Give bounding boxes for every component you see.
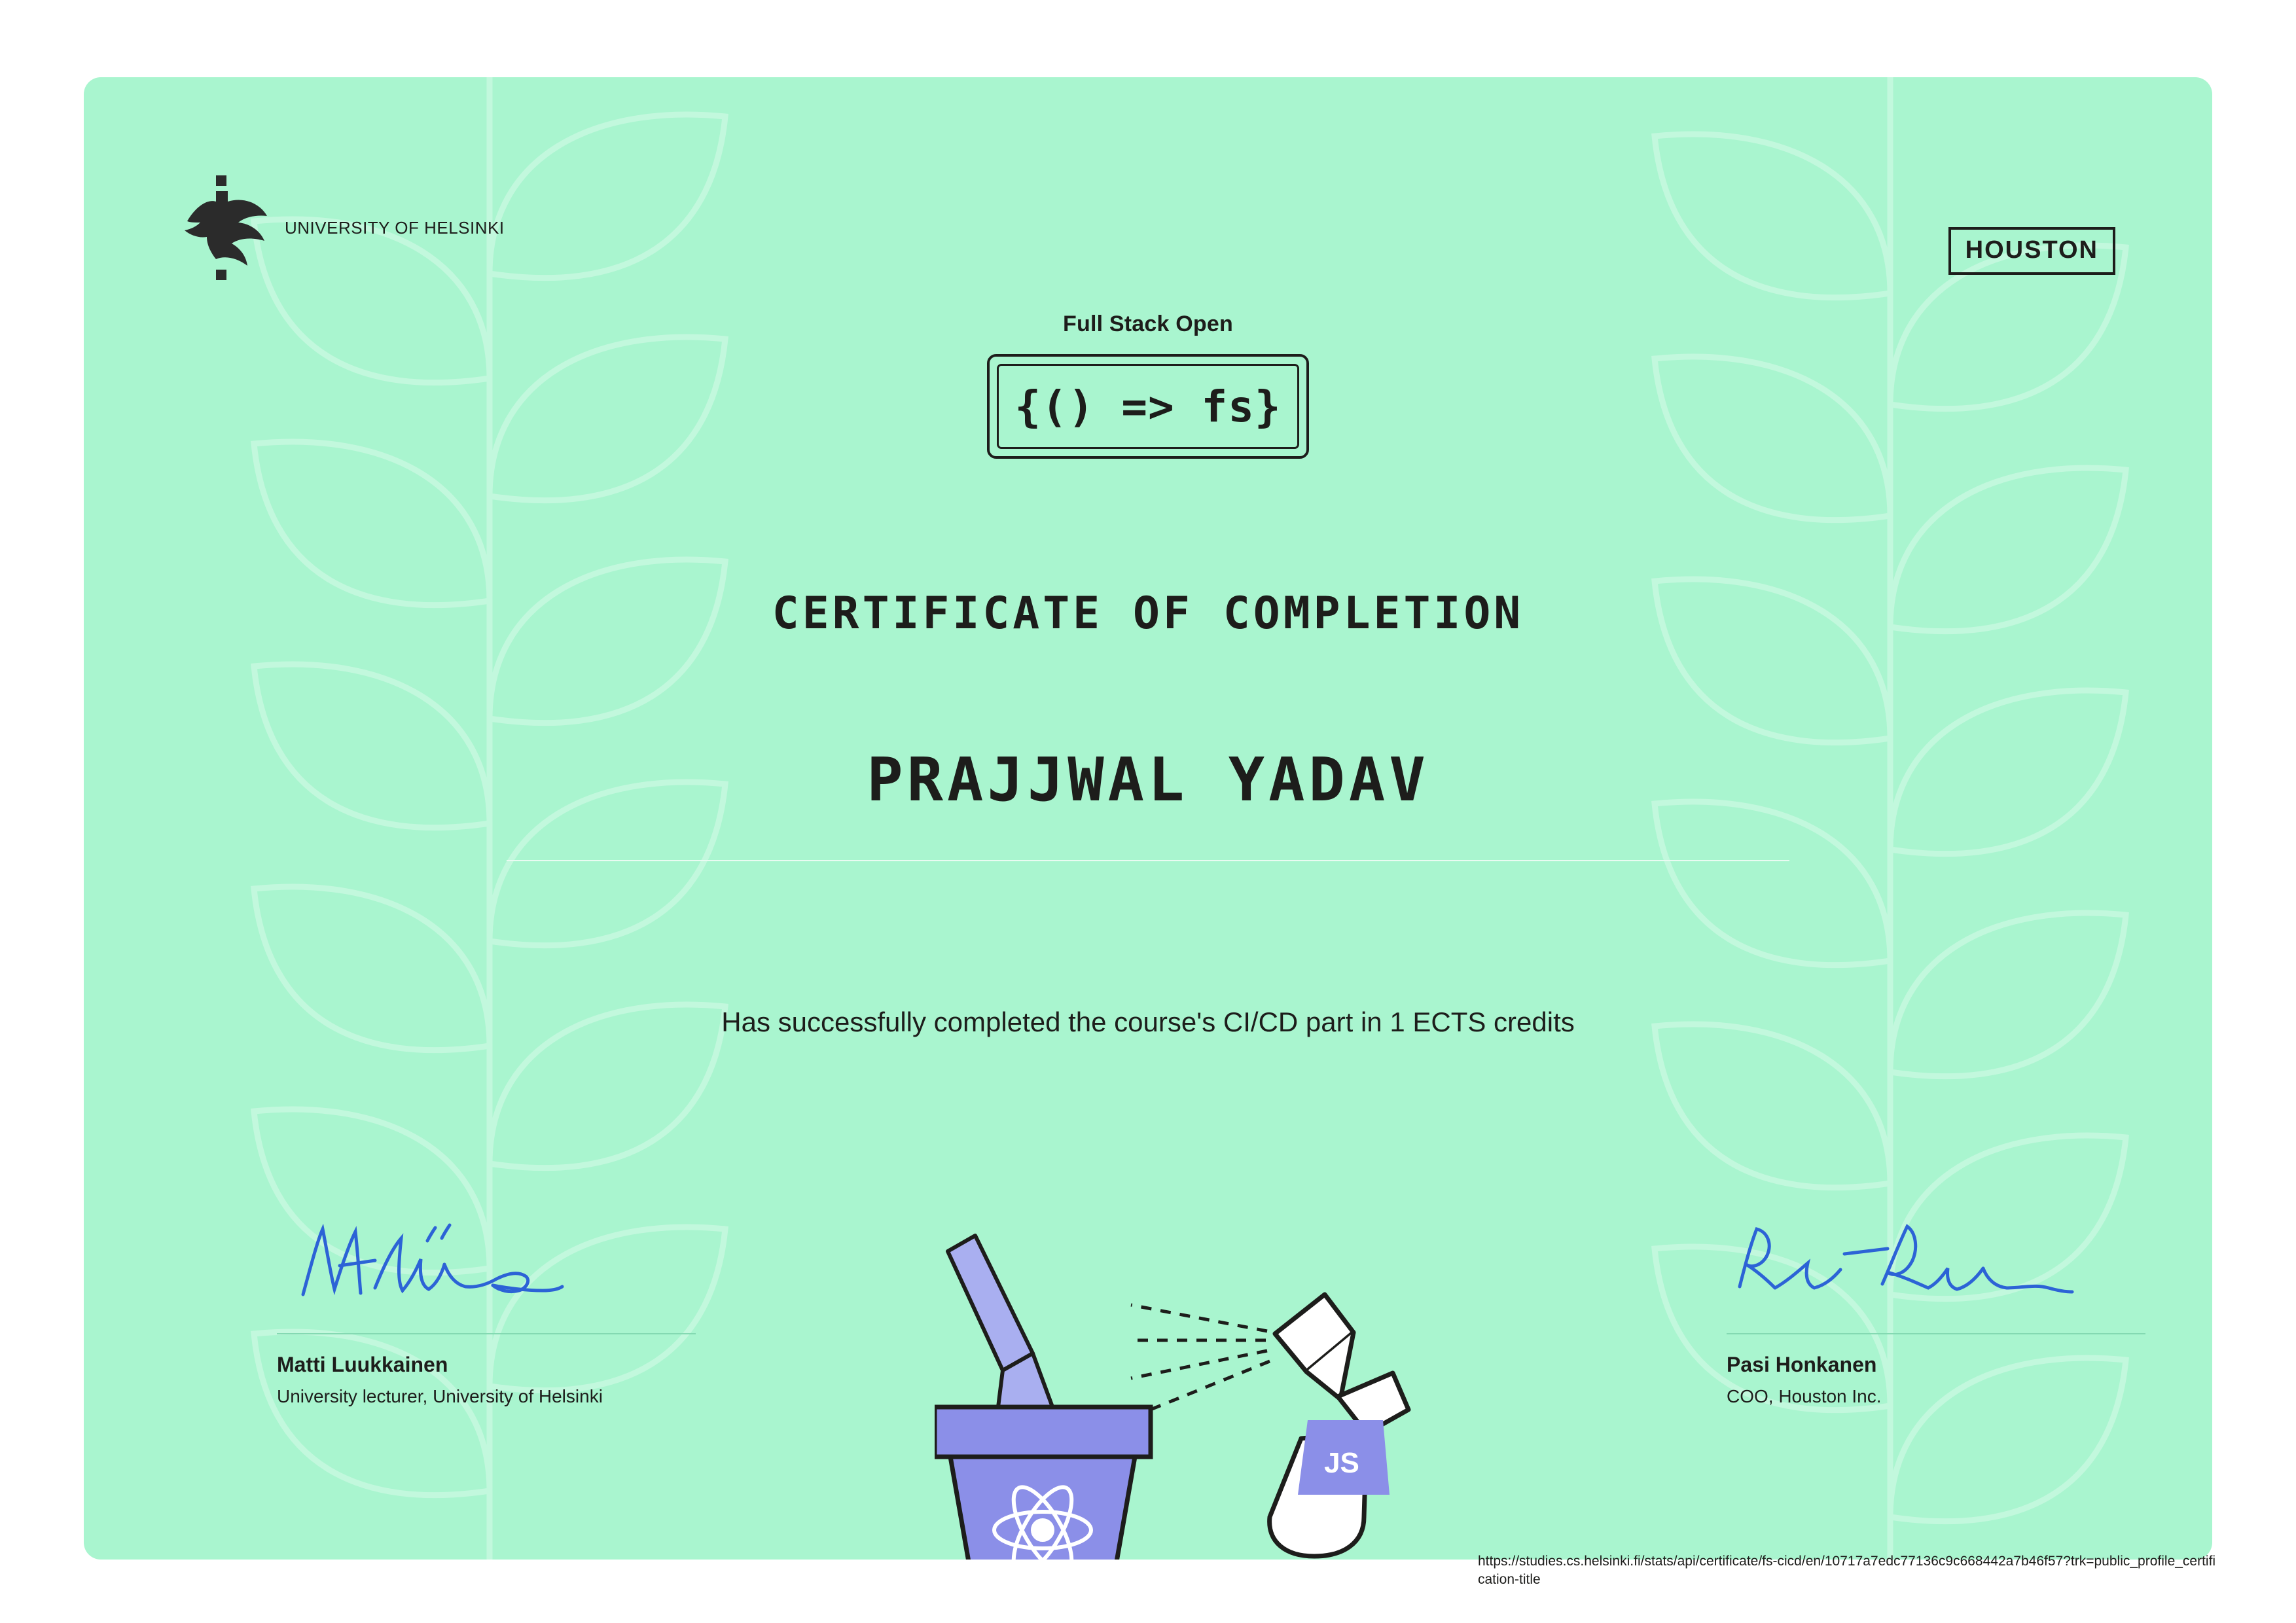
university-logo <box>182 175 505 280</box>
signature-block-left <box>277 1203 696 1407</box>
signatory-role: COO, Houston Inc. <box>1727 1386 1882 1406</box>
certificate-card <box>84 77 2212 1560</box>
course-name: Full Stack Open <box>1063 312 1233 336</box>
helsinki-crest-icon <box>182 175 270 280</box>
course-brand <box>84 312 2212 459</box>
signatory-name: Matti Luukkainen <box>277 1353 448 1376</box>
spray-bottle-and-react-plant-pot-icon <box>935 1177 1524 1560</box>
handwritten-signature-icon <box>277 1203 696 1327</box>
recipient-name: PRAJJWAL YADAV <box>867 745 1429 815</box>
certificate-description: Has successfully completed the course's CI/CD part in 1 ECTS credits <box>721 1007 1575 1037</box>
signature-block-right <box>1727 1203 2145 1407</box>
full-stack-open-logo-text: {() => fs} <box>1014 381 1282 432</box>
signatory-role: University lecturer, University of Helsinki <box>277 1386 603 1406</box>
university-name: UNIVERSITY OF HELSINKI <box>285 217 505 238</box>
name-divider <box>507 860 1789 861</box>
houston-badge: HOUSTON <box>1948 227 2115 275</box>
certificate-title: CERTIFICATE OF COMPLETION <box>772 588 1524 639</box>
signature-line <box>277 1333 696 1334</box>
handwritten-signature-icon <box>1727 1203 2145 1327</box>
full-stack-open-logo <box>987 354 1309 459</box>
signatory-name: Pasi Honkanen <box>1727 1353 1877 1376</box>
verification-url[interactable]: https://studies.cs.helsinki.fi/stats/api/certificate/fs-cicd/en/10717a7edc77136c9c668442a7b46f57?trk=public_profile_certification-title <box>1478 1554 2216 1588</box>
signature-line <box>1727 1333 2145 1334</box>
svg-text:JS: JS <box>1324 1447 1359 1479</box>
